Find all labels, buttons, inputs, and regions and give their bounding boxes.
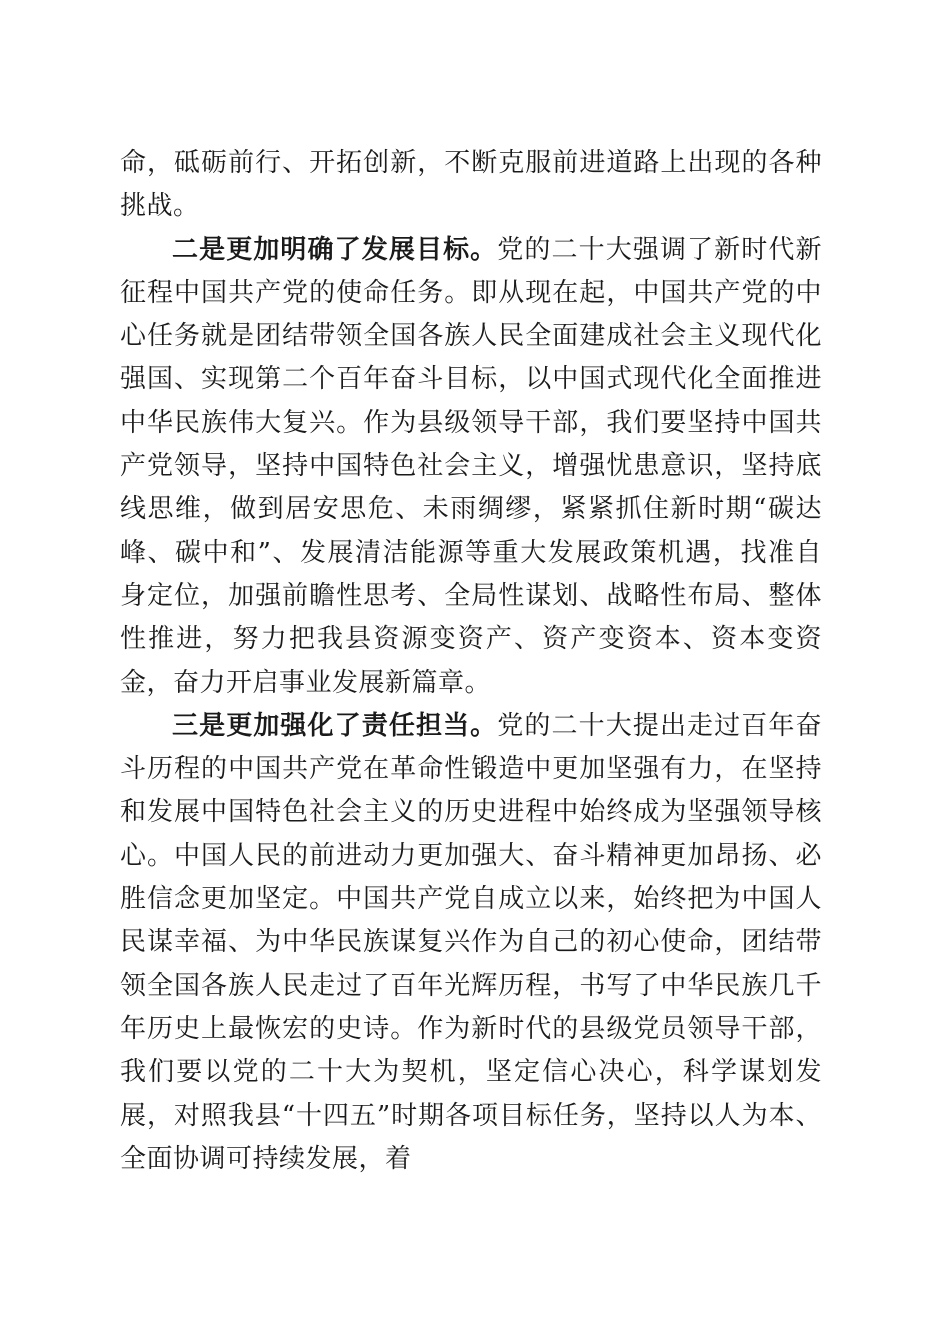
- paragraph-continuation: [120, 142, 822, 229]
- paragraph-lead-heading: 三是更加强化了责任担当。: [172, 710, 498, 741]
- document-body: [120, 142, 822, 1181]
- paragraph-development-goal: [120, 229, 822, 705]
- paragraph-text: 党的二十大提出走过百年奋斗历程的中国共产党在革命性锻造中更加坚强有力，在坚持和发展中国特色社会主义的历史进程中始终成为坚强领导核心。中国人民的前进动力更加强大、奋斗精神更加昂扬、必胜信念更加坚定。中国共产党自成立以来，始终把为中国人民谋幸福、为中华民族谋复兴作为自己的初心使命，团结带领全国各族人民走过了百年光辉历程，书写了中华民族几千年历史上最恢宏的史诗。作为新时代的县级党员领导干部，我们要以党的二十大为契机，坚定信心决心，科学谋划发展，对照我县“十四五”时期各项目标任务，坚持以人为本、全面协调可持续发展，着: [120, 710, 822, 1174]
- paragraph-text: 党的二十大强调了新时代新征程中国共产党的使命任务。即从现在起，中国共产党的中心任务就是团结带领全国各族人民全面建成社会主义现代化强国、实现第二个百年奋斗目标，以中国式现代化全面推进中华民族伟大复兴。作为县级领导干部，我们要坚持中国共产党领导，坚持中国特色社会主义，增强忧患意识，坚持底线思维，做到居安思危、未雨绸缪，紧紧抓住新时期“碳达峰、碳中和”、发展清洁能源等重大发展政策机遇，找准自身定位，加强前瞻性思考、全局性谋划、战略性布局、整体性推进，努力把我县资源变资产、资产变资本、资本变资金，奋力开启事业发展新篇章。: [120, 234, 822, 698]
- paragraph-responsibility: [120, 705, 822, 1181]
- paragraph-text: 命，砥砺前行、开拓创新，不断克服前进道路上出现的各种挑战。: [120, 148, 822, 222]
- paragraph-lead-heading: 二是更加明确了发展目标。: [172, 234, 498, 265]
